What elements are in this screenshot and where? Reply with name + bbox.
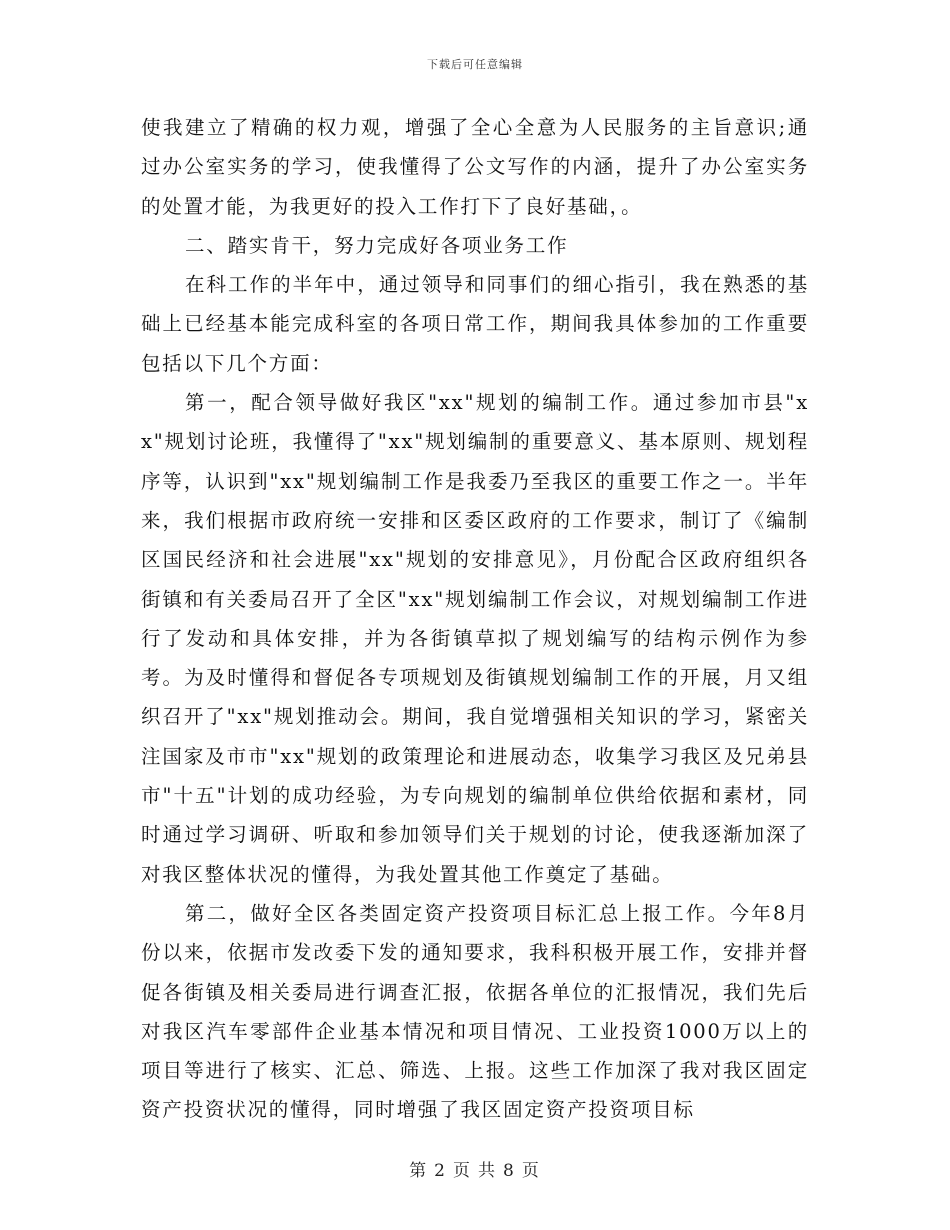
footer-prefix: 第 (409, 1161, 429, 1181)
footer-suffix: 页 (521, 1161, 541, 1181)
paragraph-intro: 在科工作的半年中，通过领导和同事们的细心指引，我在熟悉的基础上已经基本能完成科室的各项日常工作，期间我具体参加的工作重要包括以下几个方面： (141, 273, 809, 375)
paragraph-first-item: 第一，配合领导做好我区"xx"规划的编制工作。通过参加市县"xx"规划讨论班，我懂得了"xx"规划编制的重要意义、基本原则、规划程序等，认识到"xx"规划编制工作是我委乃至我区的重要工作之一。半年来，我们根据市政府统一安排和区委区政府的工作要求，制订了《编制区国民经济和社会进展"xx"规划的安排意见》，月份配合区政府组织各街镇和有关委局召开了全区"xx"规划编制工作会议，对规划编制工作进行了发动和具体安排，并为各街镇草拟了规划编写的结构示例作为参考。为及时懂得和督促各专项规划及街镇规划编制工作的开展，月又组织召开了"xx"规划推动会。期间，我自觉增强相关知识的学习，紧密关注国家及市市"xx"规划的政策理论和进展动态，收集学习我区及兄弟县市"十五"计划的成功经验，为专向规划的编制单位供给依据和素材，同时通过学习调研、听取和参加领导们关于规划的讨论，使我逐渐加深了对我区整体状况的懂得，为我处置其他工作奠定了基础。 (141, 391, 809, 886)
footer-page-current: 2 (434, 1161, 447, 1181)
document-body (141, 108, 809, 1130)
section-heading: 二、踏实肯干，努力完成好各项业务工作 (185, 233, 569, 257)
footer-page-total: 8 (503, 1161, 516, 1181)
paragraph-continuation: 使我建立了精确的权力观，增强了全心全意为人民服务的主旨意识;通过办公室实务的学习，使我懂得了公文写作的内涵，提升了办公室实务的处置才能，为我更好的投入工作打下了良好基础，。 (141, 116, 809, 218)
page-header-note: 下载后可任意编辑 (427, 58, 523, 71)
paragraph-second-item: 第二，做好全区各类固定资产投资项目标汇总上报工作。今年8月份以来，依据市发改委下发的通知要求，我科积极开展工作，安排并督促各街镇及相关委局进行调查汇报，依据各单位的汇报情况，我们先后对我区汽车零部件企业基本情况和项目情况、工业投资1000万以上的项目等进行了核实、汇总、筛选、上报。这些工作加深了我对我区固定资产投资状况的懂得，同时增强了我区固定资产投资项目标 (141, 901, 809, 1122)
page-footer (0, 1156, 950, 1181)
footer-page-word: 页 (453, 1161, 472, 1181)
footer-total-word: 共 (478, 1161, 497, 1181)
